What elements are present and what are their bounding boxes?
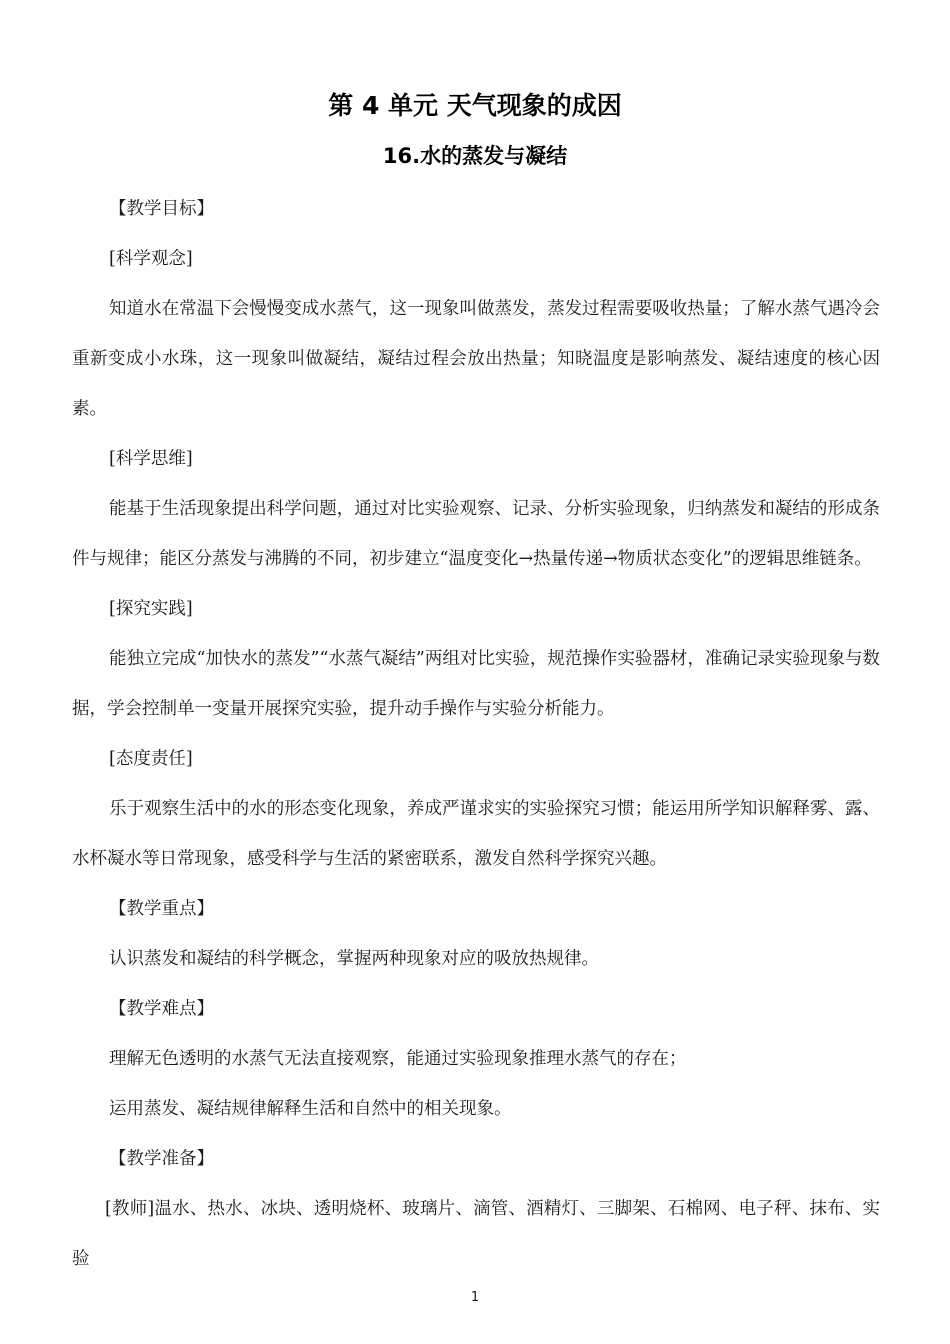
thinking-heading: [科学思维] xyxy=(109,449,193,469)
difficulty-paragraph-1: 理解无色透明的水蒸气无法直接观察，能通过实验现象推理水蒸气的存在； xyxy=(109,1049,687,1069)
practice-heading: [探究实践] xyxy=(109,599,193,619)
thinking-paragraph: 能基于生活现象提出科学问题，通过对比实验观察、记录、分析实验现象，归纳蒸发和凝结的形成条件与规律；能区分蒸发与沸腾的不同，初步建立“温度变化→热量传递→物质状态变化”的逻辑思维链条。 xyxy=(72,499,880,569)
concept-paragraph: 知道水在常温下会慢慢变成水蒸气，这一现象叫做蒸发，蒸发过程需要吸收热量；了解水蒸气遇冷会重新变成小水珠，这一现象叫做凝结，凝结过程会放出热量；知晓温度是影响蒸发、凝结速度的核心因素。 xyxy=(72,299,880,419)
difficulty-heading: 【教学难点】 xyxy=(109,999,214,1019)
preparation-paragraph: [教师]温水、热水、冰块、透明烧杯、玻璃片、滴管、酒精灯、三脚架、石棉网、电子秤、抹布、实验 xyxy=(72,1199,880,1269)
unit-title: 第 4 单元 天气现象的成因 xyxy=(328,91,622,120)
key-points-heading: 【教学重点】 xyxy=(109,899,214,919)
lesson-title: 16.水的蒸发与凝结 xyxy=(382,144,568,168)
concept-heading: [科学观念] xyxy=(109,249,193,269)
difficulty-paragraph-2: 运用蒸发、凝结规律解释生活和自然中的相关现象。 xyxy=(109,1099,512,1119)
document-body xyxy=(72,184,880,1284)
key-points-paragraph: 认识蒸发和凝结的科学概念，掌握两种现象对应的吸放热规律。 xyxy=(109,949,599,969)
practice-paragraph: 能独立完成“加快水的蒸发”“水蒸气凝结”两组对比实验，规范操作实验器材，准确记录实验现象与数据，学会控制单一变量开展探究实验，提升动手操作与实验分析能力。 xyxy=(72,649,880,719)
objectives-heading: 【教学目标】 xyxy=(109,199,214,219)
preparation-heading: 【教学准备】 xyxy=(109,1149,214,1169)
attitude-heading: [态度责任] xyxy=(109,749,193,769)
attitude-paragraph: 乐于观察生活中的水的形态变化现象，养成严谨求实的实验探究习惯；能运用所学知识解释雾、露、水杯凝水等日常现象，感受科学与生活的紧密联系，激发自然科学探究兴趣。 xyxy=(72,799,880,869)
page-number: 1 xyxy=(470,1290,480,1305)
